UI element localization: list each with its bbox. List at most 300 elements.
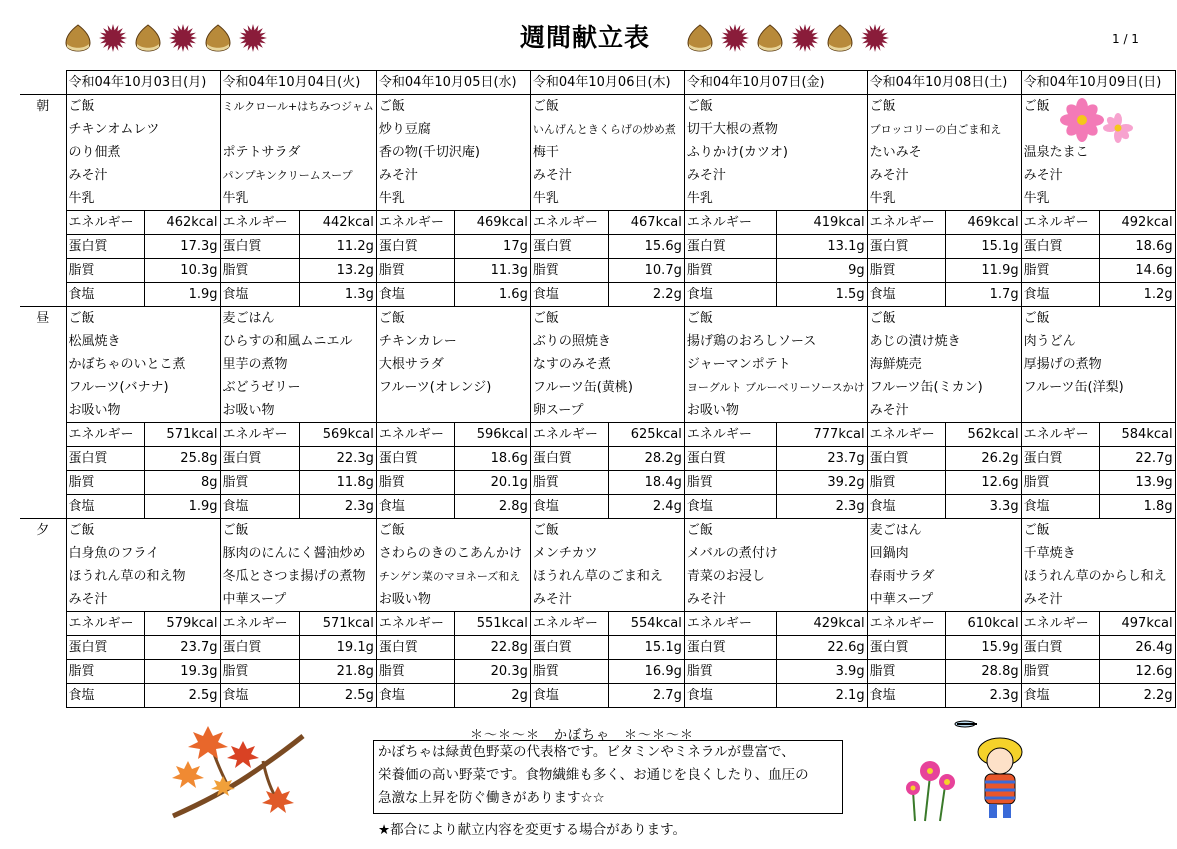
nutrient-value: 429kcal <box>777 612 867 636</box>
dish: ご飯 <box>1021 519 1175 543</box>
nutrient-label: 食塩 <box>684 684 777 708</box>
dinner-row <box>20 565 1175 588</box>
dish: ご飯 <box>530 95 684 119</box>
dish: メバルの煮付け <box>684 542 867 565</box>
chestnut-icon <box>826 23 854 53</box>
nutrient-label: 食塩 <box>220 495 299 519</box>
nutrient-value: 11.2g <box>299 235 376 259</box>
nutrient-value: 22.8g <box>454 636 530 660</box>
dinner-row <box>20 588 1175 612</box>
nutrient-value: 11.8g <box>299 471 376 495</box>
nutrient-value: 28.2g <box>608 447 684 471</box>
dish: 松風焼き <box>66 330 220 353</box>
nutrient-label: 食塩 <box>867 495 945 519</box>
chestnut-burr-icon <box>238 23 268 53</box>
nutrient-label: エネルギー <box>376 423 454 447</box>
dish: 牛乳 <box>867 187 1021 211</box>
nutrient-value: 1.7g <box>945 283 1021 307</box>
nutrient-value: 17.3g <box>144 235 220 259</box>
nutrient-label: 食塩 <box>684 495 777 519</box>
dish: ご飯 <box>376 307 530 331</box>
nutrient-label: 蛋白質 <box>684 447 777 471</box>
nutrient-value: 11.3g <box>454 259 530 283</box>
meal-label: 朝 <box>20 95 66 119</box>
chestnut-burr-icon <box>860 23 890 53</box>
nutrient-label: 脂質 <box>376 471 454 495</box>
dish: ジャーマンポテト <box>684 353 867 376</box>
dish: ご飯 <box>220 519 376 543</box>
nutrient-value: 19.1g <box>299 636 376 660</box>
nutrient-label: エネルギー <box>1021 211 1099 235</box>
nutrient-value: 492kcal <box>1099 211 1175 235</box>
date-header: 令和04年10月04日(火) <box>220 71 376 95</box>
dish: ぶどうゼリー <box>220 376 376 399</box>
chestnut-burr-icon <box>168 23 198 53</box>
dish: みそ汁 <box>867 399 1021 423</box>
nutrient-value: 19.3g <box>144 660 220 684</box>
nutrient-label: 食塩 <box>684 283 777 307</box>
dish: みそ汁 <box>684 164 867 187</box>
dish: みそ汁 <box>530 588 684 612</box>
dish: ご飯 <box>1021 95 1175 119</box>
dish: ご飯 <box>66 95 220 119</box>
nutrient-value: 625kcal <box>608 423 684 447</box>
dish: ご飯 <box>66 519 220 543</box>
nutrient-value: 1.9g <box>144 283 220 307</box>
chestnut-burr-icon <box>720 23 750 53</box>
nutrient-label: 脂質 <box>1021 259 1099 283</box>
nutrient-value: 15.9g <box>945 636 1021 660</box>
info-heading: ＊～＊～＊ かぼちゃ ＊～＊～＊ <box>470 728 695 743</box>
nutrient-label: 食塩 <box>1021 283 1099 307</box>
nutrient-value: 23.7g <box>777 447 867 471</box>
nutrient-label: 食塩 <box>376 495 454 519</box>
nutrient-label: エネルギー <box>376 612 454 636</box>
nutrient-label: エネルギー <box>530 423 608 447</box>
dish: 肉うどん <box>1021 330 1175 353</box>
nutrient-value: 15.6g <box>608 235 684 259</box>
nutrient-value: 1.8g <box>1099 495 1175 519</box>
nutrient-label: エネルギー <box>867 612 945 636</box>
dish: お吸い物 <box>220 399 376 423</box>
nutrient-label: 蛋白質 <box>530 235 608 259</box>
nutrient-label: 脂質 <box>66 259 144 283</box>
nutrient-value: 3.3g <box>945 495 1021 519</box>
dish: チンゲン菜のマヨネーズ和え <box>376 565 530 588</box>
dish: かぼちゃのいとこ煮 <box>66 353 220 376</box>
nutrient-value: 13.9g <box>1099 471 1175 495</box>
nutrient-value: 2.3g <box>945 684 1021 708</box>
nutrient-value: 28.8g <box>945 660 1021 684</box>
chestnut-burr-icon <box>98 23 128 53</box>
nutrient-label: 食塩 <box>867 283 945 307</box>
nutrient-label: 食塩 <box>220 684 299 708</box>
cosmos-flower-icon <box>1058 96 1138 146</box>
dish: 冬瓜とさつま揚げの煮物 <box>220 565 376 588</box>
dish: 牛乳 <box>66 187 220 211</box>
nutrient-label: 脂質 <box>530 259 608 283</box>
nutrient-value: 13.1g <box>777 235 867 259</box>
nutrient-label: 脂質 <box>867 471 945 495</box>
header <box>0 0 1177 62</box>
dish: メンチカツ <box>530 542 684 565</box>
dish: 牛乳 <box>1021 187 1175 211</box>
nutrient-value: 12.6g <box>945 471 1021 495</box>
date-header: 令和04年10月07日(金) <box>684 71 867 95</box>
nutrient-label: エネルギー <box>66 423 144 447</box>
nutrient-value: 584kcal <box>1099 423 1175 447</box>
nutrient-value: 2.1g <box>777 684 867 708</box>
date-row <box>20 71 1175 95</box>
nutrition-row <box>20 636 1175 660</box>
dish: 牛乳 <box>376 187 530 211</box>
nutrient-label: エネルギー <box>684 211 777 235</box>
breakfast-row <box>20 95 1175 119</box>
nutrient-value: 14.6g <box>1099 259 1175 283</box>
dish: ご飯 <box>867 95 1021 119</box>
nutrient-label: エネルギー <box>66 612 144 636</box>
date-header: 令和04年10月08日(土) <box>867 71 1021 95</box>
nutrient-label: 蛋白質 <box>376 235 454 259</box>
change-notice: ★都合により献立内容を変更する場合があります。 <box>378 822 687 838</box>
nutrient-label: 食塩 <box>376 283 454 307</box>
nutrient-value: 551kcal <box>454 612 530 636</box>
nutrient-label: 脂質 <box>376 259 454 283</box>
chestnut-decoration-left <box>64 20 274 56</box>
nutrient-label: エネルギー <box>867 211 945 235</box>
nutrition-row <box>20 211 1175 235</box>
nutrient-label: 食塩 <box>530 684 608 708</box>
nutrient-value: 9g <box>777 259 867 283</box>
nutrient-value: 17g <box>454 235 530 259</box>
nutrient-label: 脂質 <box>530 471 608 495</box>
dish: みそ汁 <box>684 588 867 612</box>
nutrient-value: 1.5g <box>777 283 867 307</box>
nutrient-value: 469kcal <box>945 211 1021 235</box>
nutrient-label: エネルギー <box>66 211 144 235</box>
nutrient-label: 脂質 <box>684 660 777 684</box>
dish: 牛乳 <box>684 187 867 211</box>
nutrient-value: 11.9g <box>945 259 1021 283</box>
nutrient-value: 26.4g <box>1099 636 1175 660</box>
dish: お吸い物 <box>66 399 220 423</box>
chestnut-icon <box>204 23 232 53</box>
nutrient-value: 20.3g <box>454 660 530 684</box>
nutrient-label: 食塩 <box>530 495 608 519</box>
nutrient-label: 蛋白質 <box>530 636 608 660</box>
dish: みそ汁 <box>1021 588 1175 612</box>
chestnut-icon <box>686 23 714 53</box>
dish: ぶりの照焼き <box>530 330 684 353</box>
dish: フルーツ(バナナ) <box>66 376 220 399</box>
dish: ひらすの和風ムニエル <box>220 330 376 353</box>
lunch-row <box>20 307 1175 331</box>
info-box <box>373 740 843 814</box>
nutrient-value: 21.8g <box>299 660 376 684</box>
date-header: 令和04年10月09日(日) <box>1021 71 1175 95</box>
nutrient-label: 食塩 <box>66 684 144 708</box>
nutrient-label: 脂質 <box>684 471 777 495</box>
dish: みそ汁 <box>1021 164 1175 187</box>
nutrient-label: 蛋白質 <box>1021 636 1099 660</box>
nutrient-label: 蛋白質 <box>684 636 777 660</box>
dish: 春雨サラダ <box>867 565 1021 588</box>
nutrient-value: 18.6g <box>454 447 530 471</box>
dish: ご飯 <box>684 307 867 331</box>
nutrient-label: 蛋白質 <box>1021 235 1099 259</box>
dish: 切干大根の煮物 <box>684 118 867 141</box>
dish: 豚肉のにんにく醤油炒め <box>220 542 376 565</box>
nutrient-value: 22.3g <box>299 447 376 471</box>
dish: フルーツ缶(ミカン) <box>867 376 1021 399</box>
nutrition-row <box>20 235 1175 259</box>
lunch-row <box>20 330 1175 353</box>
breakfast-row <box>20 141 1175 164</box>
nutrient-label: 脂質 <box>867 259 945 283</box>
nutrient-label: 蛋白質 <box>66 235 144 259</box>
dish: ご飯 <box>684 95 867 119</box>
nutrient-label: エネルギー <box>1021 612 1099 636</box>
nutrient-label: 食塩 <box>1021 684 1099 708</box>
dish: 麦ごはん <box>220 307 376 331</box>
nutrient-value: 2.2g <box>1099 684 1175 708</box>
nutrient-label: 脂質 <box>66 471 144 495</box>
dish: のり佃煮 <box>66 141 220 164</box>
dish: ほうれん草のごま和え <box>530 565 684 588</box>
dinner-row <box>20 542 1175 565</box>
nutrient-value: 2.5g <box>144 684 220 708</box>
page-number: 1 / 1 <box>1112 32 1139 46</box>
chestnut-decoration-right <box>686 20 896 56</box>
nutrition-row <box>20 447 1175 471</box>
dish: 里芋の煮物 <box>220 353 376 376</box>
nutrient-value: 2.3g <box>299 495 376 519</box>
nutrient-value: 3.9g <box>777 660 867 684</box>
dish: みそ汁 <box>66 588 220 612</box>
dish: 厚揚げの煮物 <box>1021 353 1175 376</box>
nutrient-value: 419kcal <box>777 211 867 235</box>
dish <box>376 399 530 423</box>
date-header: 令和04年10月05日(水) <box>376 71 530 95</box>
nutrient-value: 18.6g <box>1099 235 1175 259</box>
info-line: 急激な上昇を防ぐ働きがあります☆☆ <box>378 790 605 806</box>
nutrient-label: 蛋白質 <box>66 636 144 660</box>
chestnut-icon <box>756 23 784 53</box>
meal-label: 夕 <box>20 519 66 543</box>
nutrient-label: 脂質 <box>684 259 777 283</box>
autumn-leaves-icon <box>168 716 308 826</box>
page-title: 週間献立表 <box>519 23 650 52</box>
nutrient-label: 蛋白質 <box>1021 447 1099 471</box>
nutrition-row <box>20 283 1175 307</box>
nutrient-label: 蛋白質 <box>220 235 299 259</box>
nutrient-value: 1.3g <box>299 283 376 307</box>
nutrient-label: エネルギー <box>684 423 777 447</box>
dish: ご飯 <box>376 95 530 119</box>
dish: 牛乳 <box>530 187 684 211</box>
dish: 中華スープ <box>867 588 1021 612</box>
nutrient-value: 2.5g <box>299 684 376 708</box>
nutrient-value: 1.2g <box>1099 283 1175 307</box>
nutrition-row <box>20 423 1175 447</box>
nutrient-label: 蛋白質 <box>867 447 945 471</box>
breakfast-row <box>20 164 1175 187</box>
nutrient-value: 1.6g <box>454 283 530 307</box>
nutrient-value: 571kcal <box>144 423 220 447</box>
nutrient-value: 569kcal <box>299 423 376 447</box>
dish: ご飯 <box>376 519 530 543</box>
dish: 炒り豆腐 <box>376 118 530 141</box>
breakfast-row <box>20 118 1175 141</box>
nutrient-value: 579kcal <box>144 612 220 636</box>
nutrient-value: 39.2g <box>777 471 867 495</box>
breakfast-row <box>20 187 1175 211</box>
nutrient-label: エネルギー <box>530 211 608 235</box>
nutrient-label: 食塩 <box>376 684 454 708</box>
nutrient-label: エネルギー <box>220 612 299 636</box>
nutrient-label: 食塩 <box>1021 495 1099 519</box>
dish: ブロッコリーの白ごま和え <box>867 118 1021 141</box>
dish: ポテトサラダ <box>220 141 376 164</box>
dish: たいみそ <box>867 141 1021 164</box>
weekly-menu-table <box>20 70 1176 708</box>
nutrient-label: 蛋白質 <box>376 447 454 471</box>
dish: あじの漬け焼き <box>867 330 1021 353</box>
dish: 卵スープ <box>530 399 684 423</box>
dish: お吸い物 <box>684 399 867 423</box>
dish: みそ汁 <box>376 164 530 187</box>
dish: 牛乳 <box>220 187 376 211</box>
nutrient-value: 497kcal <box>1099 612 1175 636</box>
nutrient-value: 467kcal <box>608 211 684 235</box>
nutrient-value: 15.1g <box>945 235 1021 259</box>
nutrient-value: 26.2g <box>945 447 1021 471</box>
dish: ご飯 <box>66 307 220 331</box>
nutrient-value: 22.6g <box>777 636 867 660</box>
nutrient-label: 脂質 <box>1021 660 1099 684</box>
dish: フルーツ缶(洋梨) <box>1021 376 1175 399</box>
nutrient-value: 596kcal <box>454 423 530 447</box>
nutrient-value: 10.3g <box>144 259 220 283</box>
lunch-row <box>20 399 1175 423</box>
nutrient-value: 469kcal <box>454 211 530 235</box>
dish: 中華スープ <box>220 588 376 612</box>
nutrient-value: 20.1g <box>454 471 530 495</box>
nutrient-label: 蛋白質 <box>220 636 299 660</box>
meal-label: 昼 <box>20 307 66 331</box>
nutrient-label: 蛋白質 <box>684 235 777 259</box>
dinner-row <box>20 519 1175 543</box>
nutrient-value: 442kcal <box>299 211 376 235</box>
nutrient-label: エネルギー <box>867 423 945 447</box>
nutrient-value: 13.2g <box>299 259 376 283</box>
nutrient-value: 2.7g <box>608 684 684 708</box>
dish: 麦ごはん <box>867 519 1021 543</box>
dish: 千草焼き <box>1021 542 1175 565</box>
dish: ご飯 <box>530 307 684 331</box>
dish: フルーツ缶(黄桃) <box>530 376 684 399</box>
nutrient-label: 食塩 <box>867 684 945 708</box>
dish: 揚げ鶏のおろしソース <box>684 330 867 353</box>
nutrition-row <box>20 259 1175 283</box>
nutrient-label: 蛋白質 <box>220 447 299 471</box>
nutrient-label: 食塩 <box>66 495 144 519</box>
dish: 回鍋肉 <box>867 542 1021 565</box>
dish: いんげんときくらげの炒め煮 <box>530 118 684 141</box>
info-line: 栄養価の高い野菜です。食物繊維も多く、お通じを良くしたり、血圧の <box>378 767 809 783</box>
dish <box>1021 399 1175 423</box>
nutrient-label: 食塩 <box>66 283 144 307</box>
nutrient-label: 脂質 <box>376 660 454 684</box>
nutrient-label: エネルギー <box>220 423 299 447</box>
nutrient-value: 8g <box>144 471 220 495</box>
dish: ヨーグルト ブルーベリーソースかけ <box>684 376 867 399</box>
nutrient-label: 脂質 <box>66 660 144 684</box>
nutrient-value: 10.7g <box>608 259 684 283</box>
nutrient-label: エネルギー <box>1021 423 1099 447</box>
nutrient-label: 食塩 <box>530 283 608 307</box>
dish: みそ汁 <box>867 164 1021 187</box>
nutrient-value: 25.8g <box>144 447 220 471</box>
nutrient-label: 蛋白質 <box>530 447 608 471</box>
nutrient-label: 脂質 <box>220 259 299 283</box>
nutrient-label: 脂質 <box>220 660 299 684</box>
dish: 白身魚のフライ <box>66 542 220 565</box>
dish: さわらのきのこあんかけ <box>376 542 530 565</box>
nutrient-label: エネルギー <box>220 211 299 235</box>
dish: チキンオムレツ <box>66 118 220 141</box>
dish: ミルクロール+はちみつジャム <box>220 95 376 119</box>
nutrient-value: 462kcal <box>144 211 220 235</box>
chestnut-icon <box>134 23 162 53</box>
nutrient-label: 脂質 <box>1021 471 1099 495</box>
dish <box>220 118 376 141</box>
nutrient-label: 脂質 <box>867 660 945 684</box>
nutrient-value: 562kcal <box>945 423 1021 447</box>
nutrient-label: 食塩 <box>220 283 299 307</box>
nutrient-label: 蛋白質 <box>867 636 945 660</box>
nutrient-label: 脂質 <box>530 660 608 684</box>
child-with-cosmos-icon <box>905 716 1045 826</box>
dish: パンプキンクリームスープ <box>220 164 376 187</box>
dish: なすのみそ煮 <box>530 353 684 376</box>
dish: 青菜のお浸し <box>684 565 867 588</box>
date-header: 令和04年10月03日(月) <box>66 71 220 95</box>
dish: 大根サラダ <box>376 353 530 376</box>
nutrition-row <box>20 660 1175 684</box>
nutrient-value: 777kcal <box>777 423 867 447</box>
nutrient-value: 16.9g <box>608 660 684 684</box>
dish: ほうれん草の和え物 <box>66 565 220 588</box>
lunch-row <box>20 376 1175 399</box>
nutrient-value: 23.7g <box>144 636 220 660</box>
dish: チキンカレー <box>376 330 530 353</box>
nutrition-row <box>20 471 1175 495</box>
nutrient-value: 2g <box>454 684 530 708</box>
dish: ご飯 <box>867 307 1021 331</box>
dish: みそ汁 <box>530 164 684 187</box>
nutrient-label: 蛋白質 <box>867 235 945 259</box>
dish: ご飯 <box>530 519 684 543</box>
info-line: かぼちゃは緑黄色野菜の代表格です。ビタミンやミネラルが豊富で、 <box>378 744 795 760</box>
nutrient-value: 15.1g <box>608 636 684 660</box>
nutrition-row <box>20 495 1175 519</box>
chestnut-icon <box>64 23 92 53</box>
dish: ほうれん草のからし和え <box>1021 565 1175 588</box>
dish: 梅干 <box>530 141 684 164</box>
dish: お吸い物 <box>376 588 530 612</box>
dish: 海鮮焼売 <box>867 353 1021 376</box>
